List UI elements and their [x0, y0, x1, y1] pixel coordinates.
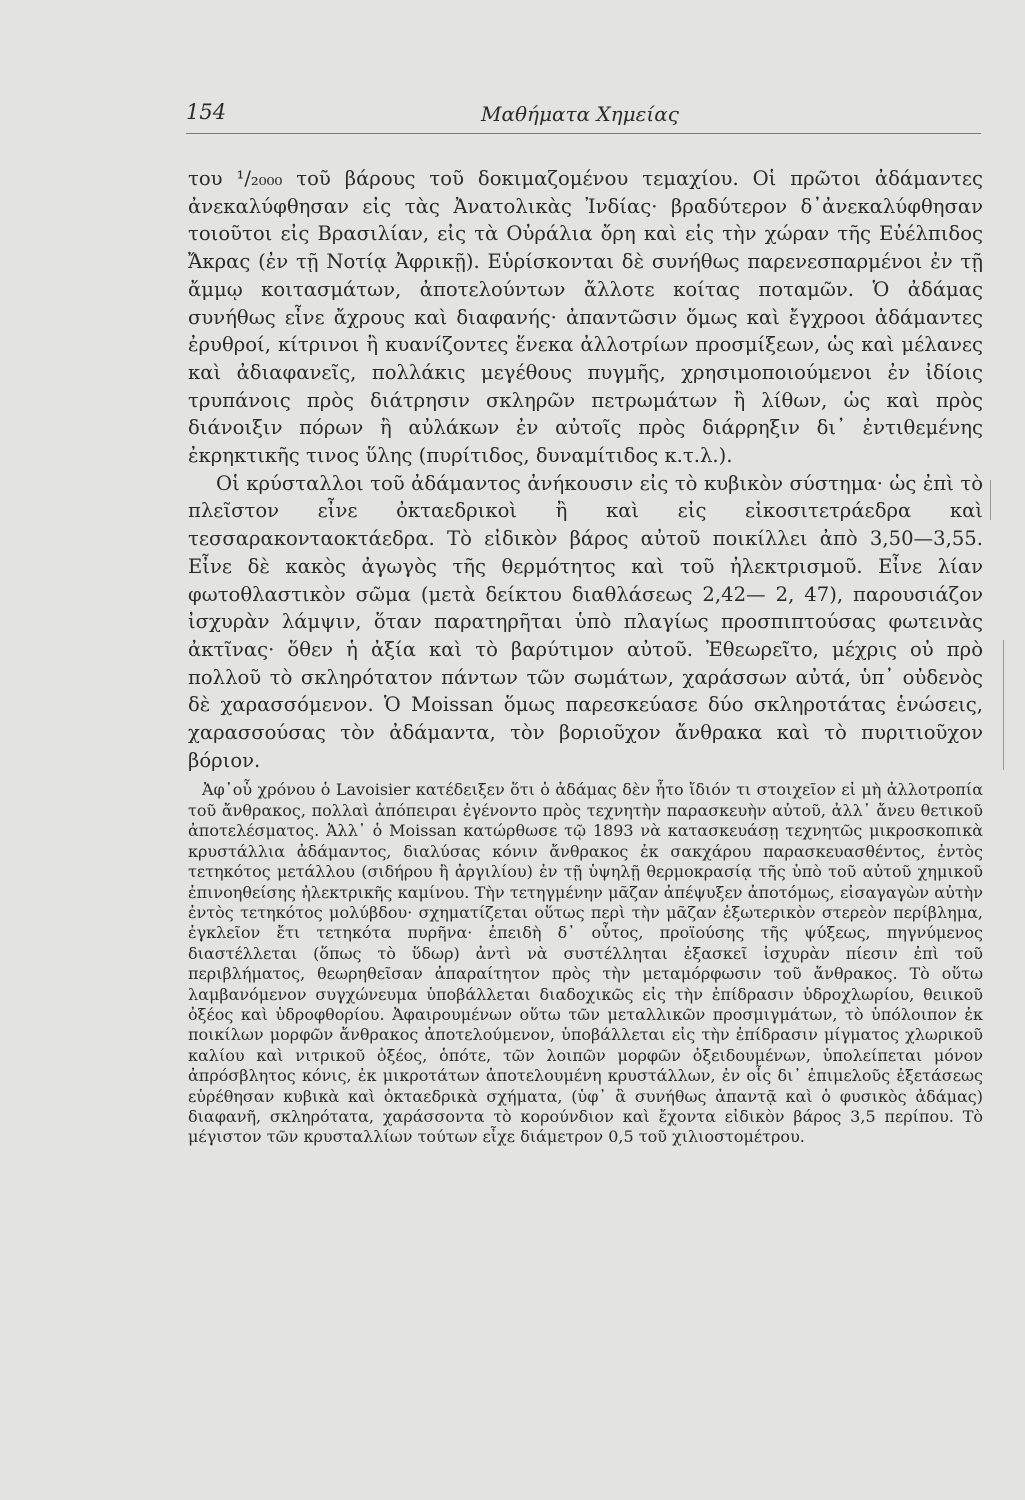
margin-pencil-mark: [1003, 640, 1004, 770]
paragraph-crystals: Οἱ κρύσταλλοι τοῦ ἀδάμαντος ἀνήκουσιν εἰς τὸ κυβικὸν σύστημα· ὡς ἐπὶ τὸ πλεῖστον εἶνε ὀκταεδρικοὶ ἢ καὶ εἰς εἰκοσιτετράεδρα καὶ τεσσαρακονταοκτάεδρα. Τὸ εἰδικὸν βάρος αὐτοῦ ποικίλλει ἀπὸ 3,50—3,55. Εἶνε δὲ κακὸς ἀγωγὸς τῆς θερμότητος καὶ τοῦ ἠλεκτρισμοῦ. Εἶνε λίαν φωτοθλαστικὸν σῶμα (μετὰ δείκτου διαθλάσεως 2,42— 2, 47), παρουσιάζον ἰσχυρὰν λάμψιν, ὅταν παρατηρῆται ὑπὸ πλαγίως προσπιπτούσας φωτεινὰς ἀκτῖνας· ὅθεν ἡ ἀξία καὶ τὸ βαρύτιμον αὐτοῦ. Ἐθεωρεῖτο, μέχρις οὐ πρὸ πολλοῦ τὸ σκληρότατον πάντων τῶν σωμάτων, χαράσσων αὐτά, ὑπ᾽ οὐδενὸς δὲ χαρασσόμενον. Ὁ Moissan ὅμως παρεσκεύασε δύο σκληροτάτας ἑνώσεις, χαρασσούσας τὸν ἀδάμαντα, τὸν βοριοῦχον ἄνθρακα καὶ τὸ πυριτιοῦχον βόριον.: [188, 471, 983, 772]
header-rule: [186, 133, 981, 134]
main-text: [188, 165, 983, 774]
running-head: [186, 100, 981, 130]
margin-pencil-mark: [990, 480, 991, 520]
page-number: 154: [186, 100, 227, 124]
small-print-text: [188, 780, 983, 1147]
body-text: [188, 165, 983, 1148]
running-title: Μαθήματα Χημείας: [481, 102, 679, 126]
paragraph-occurrence: του ¹/₂₀₀₀ τοῦ βάρους τοῦ δοκιμαζομένου τεμαχίου. Οἱ πρῶτοι ἀδάμαντες ἀνεκαλύφθησαν εἰς τὰς Ἀνατολικὰς Ἰνδίας· βραδύτερον δ᾽ἀνεκαλύφθησαν τοιοῦτοι εἰς Βρασιλίαν, εἰς τὰ Οὐράλια ὄρη καὶ εἰς τὴν χώραν τῆς Εὐέλπιδος Ἄκρας (ἐν τῇ Νοτίᾳ Ἀφρικῇ). Εὑρίσκονται δὲ συνήθως παρενεσπαρμένοι ἐν τῇ ἄμμῳ κοιτασμάτων, ἀποτελούντων ἄλλοτε κοίτας ποταμῶν. Ὁ ἀδάμας συνήθως εἶνε ἄχρους καὶ διαφανής· ἀπαντῶσιν ὅμως καὶ ἔγχροοι ἀδάμαντες ἐρυθροί, κίτρινοι ἢ κυανίζοντες ἕνεκα ἀλλοτρίων προσμίξεων, ὡς καὶ μέλανες καὶ ἀδιαφανεῖς, πολλάκις μεγέθους πυγμῆς, χρησιμοποιούμενοι ἐν ἰδίοις τρυπάνοις πρὸς διάτρησιν σκληρῶν πετρωμάτων ἢ λίθων, ὡς καὶ πρὸς διάνοιξιν πόρων ἢ αὐλάκων ἐν αὐτοῖς πρὸς διάρρηξιν δι᾽ ἐντιθεμένης ἐκρηκτικῆς τινος ὕλης (πυρίτιδος, δυναμίτιδος κ.τ.λ.).: [188, 167, 983, 468]
paragraph-synthesis: Ἀφ᾽οὗ χρόνου ὁ Lavoisier κατέδειξεν ὅτι ὁ ἀδάμας δὲν ἦτο ἴδιόν τι στοιχεῖον εἰ μὴ ἀλλοτροπία τοῦ ἄνθρακος, πολλαὶ ἀπόπειραι ἐγένοντο πρὸς τεχνητὴν παρασκευὴν αὐτοῦ, ἀλλ᾽ ἄνευ θετικοῦ ἀποτελέσματος. Ἀλλ᾽ ὁ Moissan κατώρθωσε τῷ 1893 νὰ κατασκευάσῃ τεχνητῶς μικροσκοπικὰ κρυστάλλια ἀδάμαντος, διαλύσας κόνιν ἄνθρακος ἐκ σακχάρου παρασκευασθέντος, ἐντὸς τετηκότος μετάλλου (σιδήρου ἢ ἀργιλίου) ἐν τῇ ὑψηλῇ θερμοκρασίᾳ τῆς ὑπὸ τοῦ αὐτοῦ χημικοῦ ἐπινοηθείσης ἠλεκτρικῆς καμίνου. Τὴν τετηγμένην μᾶζαν ἀπέψυξεν ἀποτόμως, εἰσαγαγὼν αὐτὴν ἐντὸς τετηκότος μολύβδου· σχηματίζεται οὕτως περὶ τὴν μᾶζαν ἐξωτερικὸν στερεὸν περίβλημα, ἐγκλεῖον ἔτι τετηκότα πυρῆνα· ἐπειδὴ δ᾽ οὗτος, προϊούσης τῆς ψύξεως, πηγνύμενος διαστέλλεται (ὅπως τὸ ὕδωρ) ἀντὶ νὰ συστέλληται ἐξασκεῖ ἰσχυρὰν πίεσιν ἐπὶ τοῦ περιβλήματος, θεωρηθεῖσαν ἀπαραίτητον πρὸς τὴν μεταμόρφωσιν τοῦ ἄνθρακος. Τὸ οὕτω λαμβανόμενον συγχώνευμα ὑποβάλλεται διαδοχικῶς εἰς τὴν ἐπίδρασιν ὑδροχλωρίου, θειικοῦ ὀξέος καὶ ὑδροφθορίου. Ἀφαιρουμένων οὕτω τῶν μεταλλικῶν προσμιγμάτων, τὸ ὑπόλοιπον ἐκ ποικίλων μορφῶν ἄνθρακος ἀποτελούμενον, ὑποβάλλεται εἰς τὴν ἐπίδρασιν μίγματος χλωρικοῦ καλίου καὶ νιτρικοῦ ὀξέος, ὁπότε, τῶν λοιπῶν μορφῶν ὀξειδουμένων, ὑπολείπεται μόνον ἀπρόσβλητος κόνις, ἐκ μικροτάτων ἀποτελουμένη κρυστάλλων, ἐν οἷς δι᾽ ἐπιμελοῦς ἐξετάσεως εὑρέθησαν κυβικὰ καὶ ὀκταεδρικὰ σχήματα, (ὑφ᾽ ἃ συνήθως ἀπαντᾷ καὶ ὁ φυσικὸς ἀδάμας) διαφανῆ, σκληρότατα, χαράσσοντα τὸ κορούνδιον καὶ ἔχοντα εἰδικὸν βάρος 3,5 περίπου. Τὸ μέγιστον τῶν κρυσταλλίων τούτων εἶχε διάμετρον 0,5 τοῦ χιλιοστομέτρου.: [188, 780, 983, 1147]
